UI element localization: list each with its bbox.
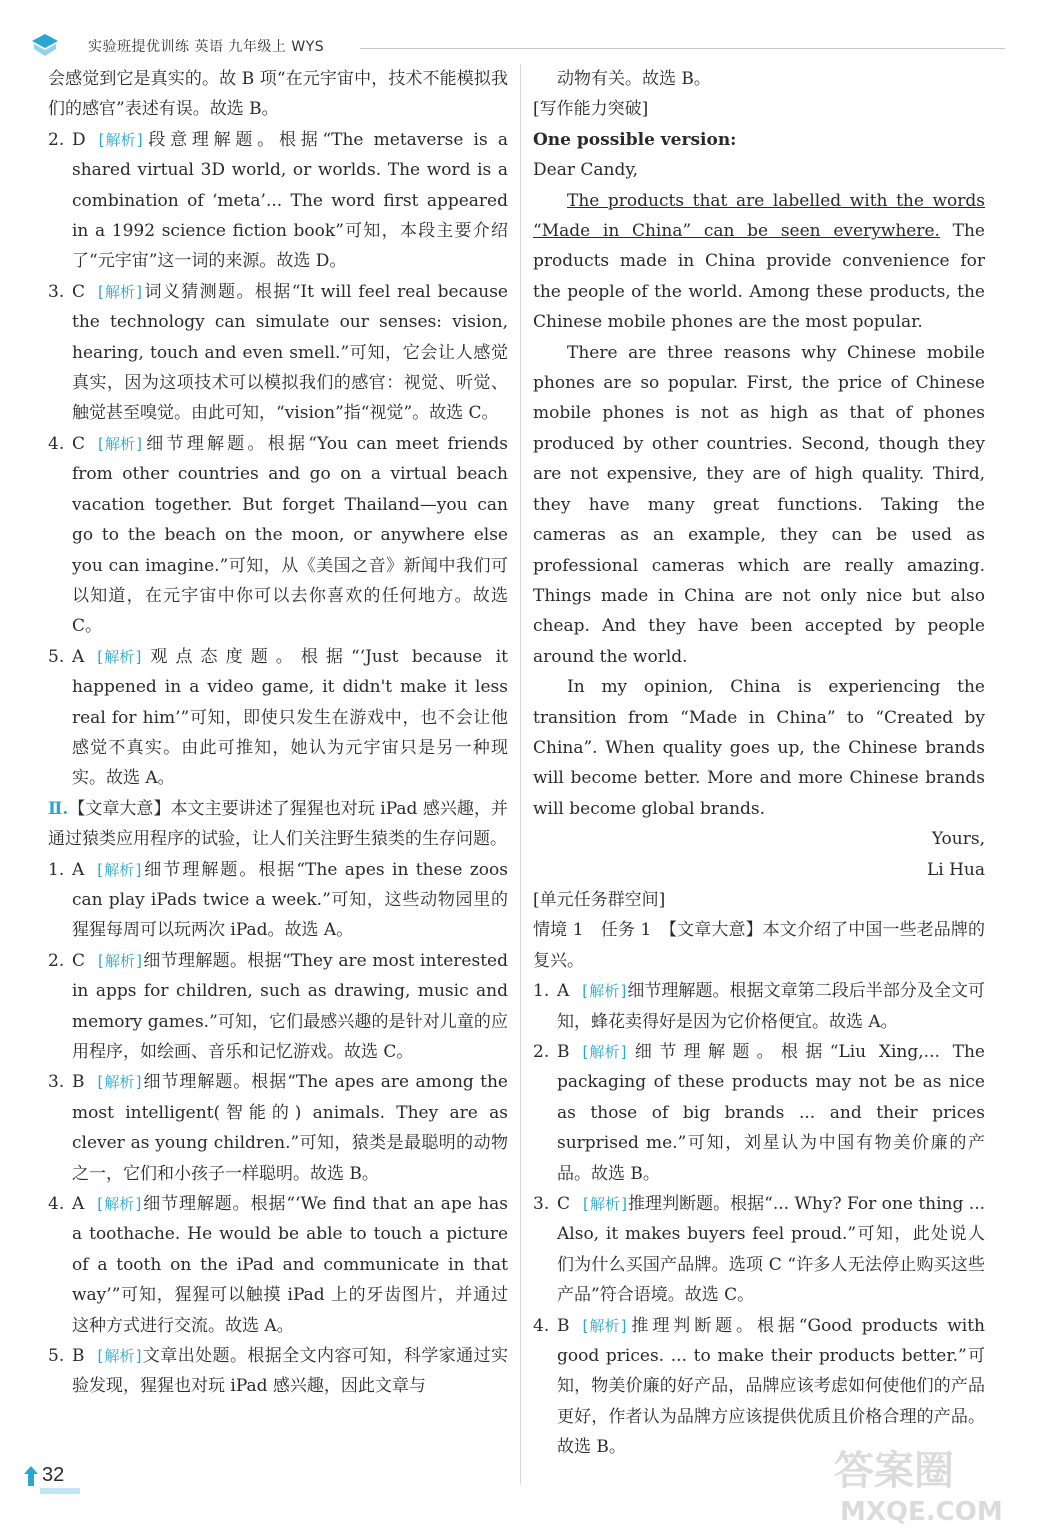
arrow-up-icon — [24, 1466, 38, 1486]
item-text: 细节理解题。根据“You can meet friends from other countries and go on a virtual beach vacation together. But forget Thailand—you can go to the beach on the moon, or anywhere else you can imagine.”可知，从《美国之音》新闻中我们可以知道，在元宇宙中你可以去你喜欢的任何地方。故选 C。 — [72, 433, 508, 637]
watermark-line-2: MXQE.COM — [840, 1497, 1003, 1527]
letter-paragraph-3: In my opinion, China is experiencing the transition from “Made in China” to “Created by China”. When quality goes up, the Chinese brands will become better. More and more Chinese brands will become global brands. — [533, 677, 985, 819]
analysis-tag: [ 解析 ] — [99, 282, 141, 302]
unit-task-heading: [单元任务群空间] — [533, 889, 666, 910]
item-number: 2. — [533, 1042, 550, 1062]
analysis-tag: [ 解析 ] — [99, 951, 141, 971]
answer-item-4 — [48, 429, 508, 642]
item-text: 细节理解题。根据“‘We find that an ape has a toothache. He would be able to touch a picture of a tooth on the iPad and communicate in that way’”可知，猩猩可以触摸 iPad 上的牙齿图片，并通过这种方式进行交流。故选 A。 — [72, 1194, 508, 1336]
item-number: 3. — [533, 1194, 550, 1215]
item-text: 细节理解题。根据文章第二段后半部分及全文可知，蜂花卖得好是因为它价格便宜。故选 A。 — [557, 981, 985, 1032]
item-text: 细节理解题。根据“The apes are among the most intelligent(智能的) animals. They are as clever as young children.”可知，猿类是最聪明的动物之一，它们和小孩子一样聪明。故选 B。 — [72, 1072, 508, 1184]
item-answer: B — [557, 1042, 570, 1062]
section-summary-text: 本文主要讲述了猩猩也对玩 iPad 感兴趣，并通过猿类应用程序的试验，让人们关注野生猿类的生存问题。 — [48, 798, 508, 850]
letter-signature: Li Hua — [926, 859, 985, 880]
item-number: 4. — [48, 1194, 65, 1215]
analysis-tag: [ 解析 ] — [100, 130, 142, 150]
task-intro: 情境 1 任务 1 【文章大意】本文介绍了中国一些老品牌的复兴。 — [533, 920, 985, 971]
analysis-tag: [ 解析 ] — [99, 434, 141, 454]
letter-salutation: Dear Candy, — [533, 160, 639, 181]
item-answer: C — [72, 281, 86, 302]
analysis-tag: [ 解析 ] — [99, 1346, 141, 1366]
analysis-tag: [ 解析 ] — [584, 1316, 626, 1336]
watermark-line-1: 答案圈 — [834, 1448, 954, 1494]
item-number: 4. — [533, 1315, 550, 1336]
analysis-tag: [ 解析 ] — [584, 1042, 626, 1062]
answer-item-task-3 — [533, 1189, 985, 1311]
item-number: 5. — [48, 646, 65, 667]
section-summary-label: 【文章大意】 — [68, 798, 171, 819]
left-column — [48, 64, 508, 1402]
answer-item-ii-2 — [48, 946, 508, 1068]
answer-item-3 — [48, 277, 508, 429]
right-column — [533, 64, 985, 1463]
footer-band — [40, 1488, 80, 1494]
left-intro: 会感觉到它是真实的。故 B 项“在元宇宙中，技术不能模拟我们的感官”表述有误。故选 B。 — [48, 69, 508, 120]
item-answer: D — [72, 129, 86, 150]
item-number: 2. — [48, 129, 65, 150]
analysis-tag: [ 解析 ] — [98, 860, 140, 880]
letter-paragraph-1 — [533, 186, 985, 338]
header-rule — [360, 48, 1005, 49]
page-number-text: 32 — [42, 1464, 65, 1486]
analysis-tag: [ 解析 ] — [98, 647, 140, 667]
answer-item-2 — [48, 125, 508, 277]
page-header — [30, 30, 1005, 60]
item-number: 5. — [48, 1346, 65, 1367]
item-number: 1. — [48, 859, 65, 880]
book-logo-icon — [30, 32, 60, 58]
item-answer: C — [72, 433, 86, 454]
item-text: 推理判断题。根据“... Why? For one thing ... Also, it makes buyers feel proud.”可知，此处说人们为什么买国产品牌。选项 C “许多人无法停止购买这些产品”符合语境。故选 C。 — [557, 1194, 985, 1306]
answer-item-ii-3 — [48, 1067, 508, 1189]
watermark-logo — [826, 1440, 1026, 1530]
answer-item-ii-5 — [48, 1341, 508, 1402]
item-answer: A — [557, 981, 570, 1002]
underlined-topic-sentence: The products that are labelled with the words “Made in China” can be seen everywhere. — [533, 190, 985, 242]
item-number: 3. — [48, 281, 65, 302]
answer-item-ii-1 — [48, 855, 508, 946]
letter-closing: Yours, — [931, 829, 985, 850]
item-number: 2. — [48, 950, 65, 971]
item-text: 推理判断题。根据“Good products with good prices. ... to make their products better.”可知，物美价廉的好产品，品牌应该考虑如何使他们的产品更好，作者认为品牌方应该提供优质且价格合理的产品。故选 B。 — [557, 1315, 985, 1458]
item-number: 4. — [48, 433, 65, 454]
item-text: 词义猜测题。根据“It will feel real because the technology can simulate our senses: vision, hearing, touch and even smell.”可知，它会让人感觉真实，因为这项技术可以模拟我们的感官：视觉、听觉、触觉甚至嗅觉。由此可知，“vision”指“视觉”。故选 C。 — [72, 281, 508, 424]
item-text: 文章出处题。根据全文内容可知，科学家通过实验发现，猩猩也对玩 iPad 感兴趣，因此文章与 — [72, 1346, 508, 1397]
section-roman-numeral: Ⅱ. — [48, 798, 69, 819]
analysis-tag: [ 解析 ] — [583, 981, 625, 1001]
item-number: 1. — [533, 981, 550, 1002]
item-text: 细节理解题。根据“The apes in these zoos can play iPads twice a week.”可知，这些动物园里的猩猩每周可以玩两次 iPad。故选 A。 — [72, 859, 508, 941]
item-answer: C — [557, 1194, 571, 1215]
analysis-tag: [ 解析 ] — [98, 1194, 140, 1214]
continued-text: 动物有关。故选 B。 — [557, 69, 711, 89]
column-divider — [520, 64, 521, 1484]
item-text: 段意理解题。根据“The metaverse is a shared virtual 3D world, or worlds. The word is a combination of ‘meta’... The word first appeared in a 1992 science fiction book”可知，本段主要介绍了“元宇宙”这一词的来源。故选 D。 — [72, 129, 508, 272]
item-text: 观点态度题。根据“‘Just because it happened in a video game, it didn't make it less real for him’”可知，即使只发生在游戏中，也不会让他感觉不真实。由此可推知，她认为元宇宙只是另一种现实。故选 A。 — [72, 646, 508, 789]
item-answer: A — [72, 859, 85, 880]
item-answer: B — [72, 1072, 85, 1093]
answer-item-task-2 — [533, 1037, 985, 1189]
section-summary — [48, 794, 508, 855]
writing-section-heading: [写作能力突破] — [533, 99, 649, 120]
item-text: 细节理解题。根据“They are most interested in apps for children, such as drawing, music and memory games.”可知，它们最感兴趣的是针对儿童的应用程序，如绘画、音乐和记忆游戏。故选 C。 — [72, 950, 508, 1062]
item-text: 细节理解题。根据“Liu Xing,... The packaging of these products may not be as nice as those of big brands ... and their prices surprised me.”可知，刘星认为中国有物美价廉的产品。故选 B。 — [557, 1042, 985, 1184]
analysis-tag: [ 解析 ] — [584, 1194, 626, 1214]
letter-paragraph-2: There are three reasons why Chinese mobile phones are so popular. First, the price of Chinese mobile phones is not as high as that of phones produced by other countries. Second, though they are not expensive, they are of high quality. Third, they have many great functions. Taking the cameras as an example, they can be used as professional cameras which are really amazing. Things made in China are not only nice but also cheap. And they have been accepted by people around the world. — [533, 342, 985, 667]
answer-item-task-1 — [533, 976, 985, 1037]
paragraph-1-rest: The products made in China provide convenience for the people of the world. Among these products, the Chinese mobile phones are the most popular. — [533, 221, 985, 333]
item-answer: B — [72, 1346, 85, 1367]
analysis-tag: [ 解析 ] — [99, 1072, 141, 1092]
answer-item-ii-4 — [48, 1189, 508, 1341]
item-answer: C — [72, 950, 86, 971]
header-title: 实验班提优训练 英语 九年级上 WYS — [88, 39, 325, 55]
item-answer: B — [557, 1315, 570, 1336]
item-answer: A — [72, 1194, 85, 1215]
answer-item-5 — [48, 642, 508, 794]
item-number: 3. — [48, 1072, 65, 1093]
version-label: One possible version: — [533, 129, 737, 150]
item-answer: A — [72, 646, 85, 667]
